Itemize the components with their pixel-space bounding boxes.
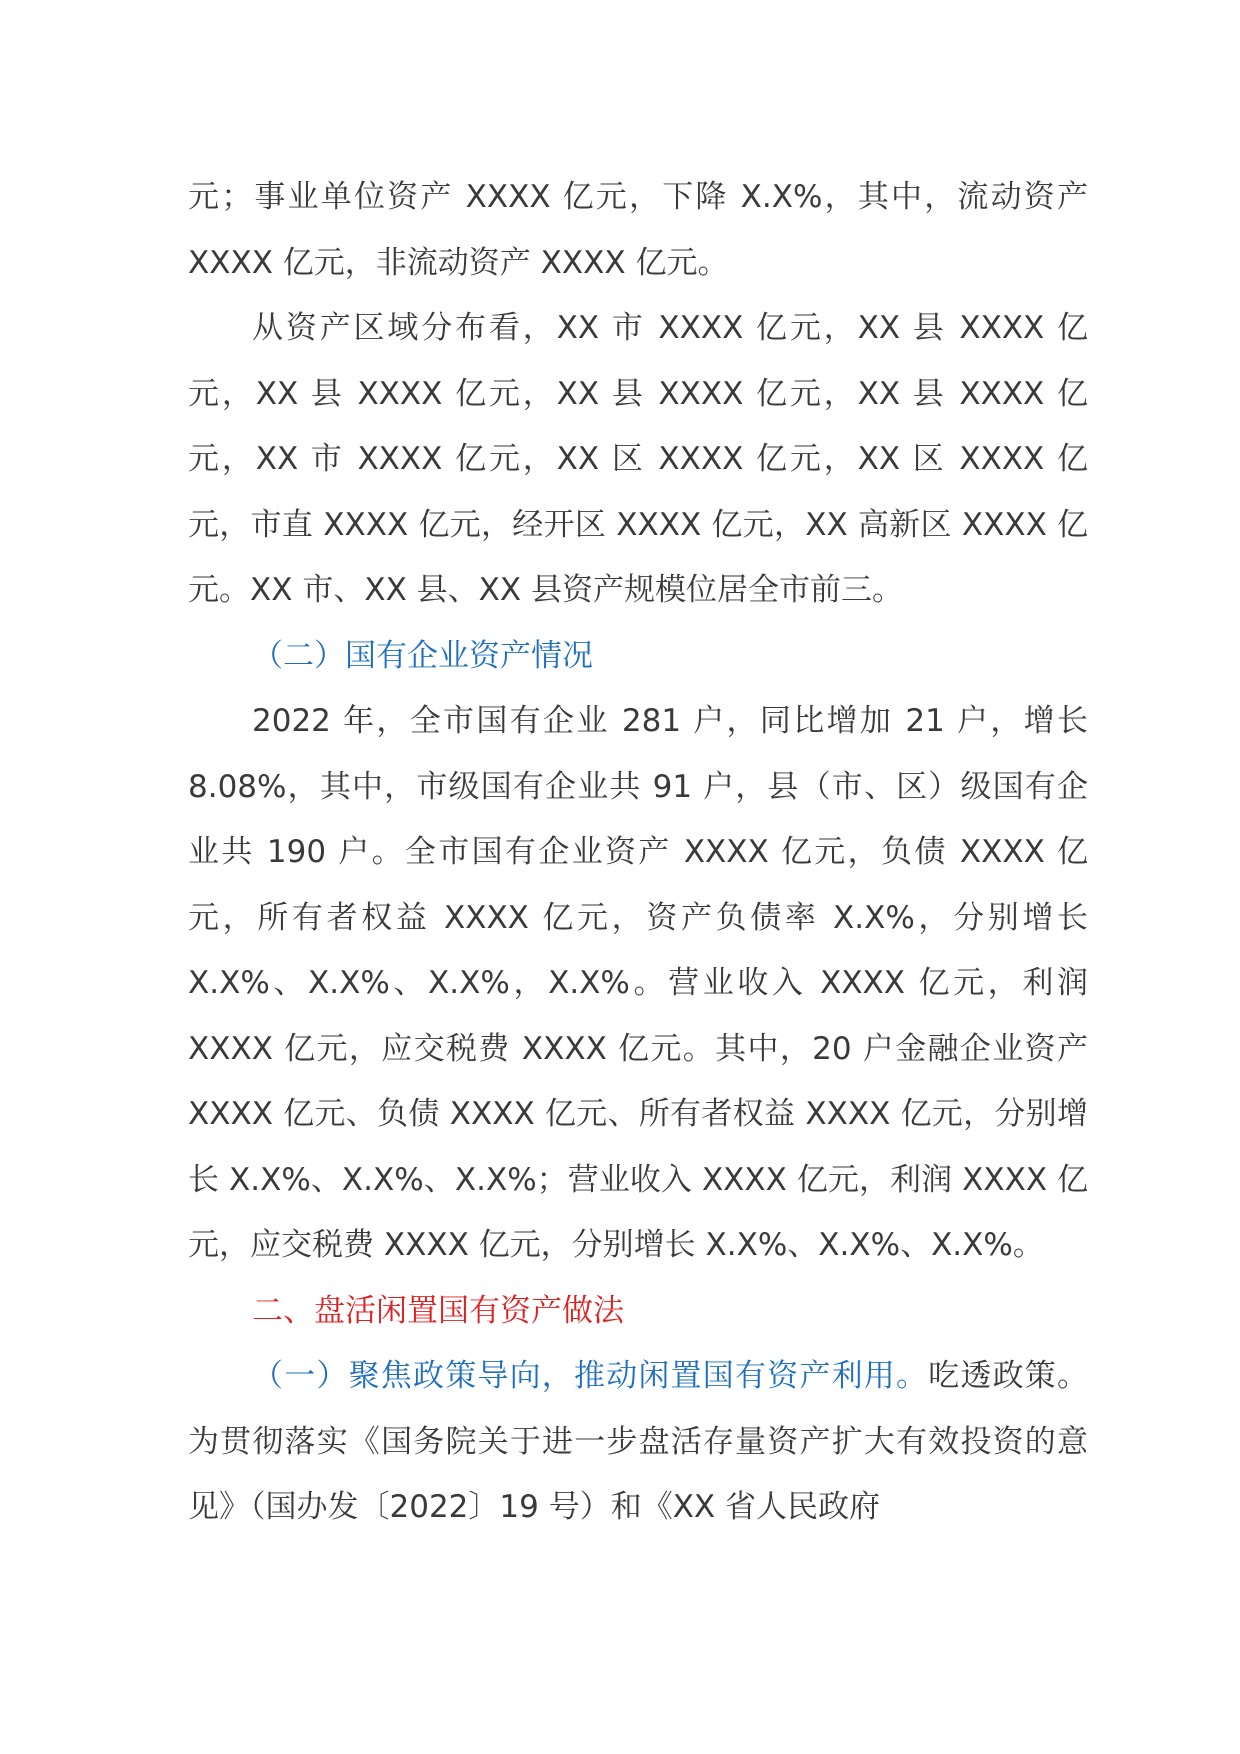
- paragraph-state-enterprise-figures: 2022 年，全市国有企业 281 户，同比增加 21 户，增长 8.08%，其中，市级国有企业共 91 户，县（市、区）级国有企业共 190 户。全市国有企业资产 XXXX 亿元，负债 XXXX 亿元，所有者权益 XXXX 亿元，资产负债率 X.X%，分别增长 X.X%、X.X%、X.X%，X.X%。营业收入 XXXX 亿元，利润 XXXX 亿元，应交税费 XXXX 亿元。其中，20 户金融企业资产 XXXX 亿元、负债 XXXX 亿元、所有者权益 XXXX 亿元，分别增长 X.X%、X.X%、X.X%；营业收入 XXXX 亿元，利润 XXXX 亿元，应交税费 XXXX 亿元，分别增长 X.X%、X.X%、X.X%。: [188, 703, 1088, 1263]
- section-heading-revitalize-idle-assets: 二、盘活闲置国有资产做法: [252, 1292, 624, 1329]
- inline-subheading-policy: （一）聚焦政策导向，推动闲置国有资产利用。: [252, 1358, 929, 1394]
- paragraph-policy-body: 吃透政策。为贯彻落实《国务院关于进一步盘活存量资产扩大有效投资的意见》（国办发〔2022〕19 号）和《XX 省人民政府: [188, 1358, 1089, 1525]
- subheading-state-enterprise-assets: （二）国有企业资产情况: [252, 637, 593, 674]
- paragraph-continuation: 元；事业单位资产 XXXX 亿元，下降 X.X%，其中，流动资产 XXXX 亿元，非流动资产 XXXX 亿元。: [188, 179, 1088, 281]
- paragraph-policy-orientation: [188, 1344, 1088, 1541]
- paragraph-regional-distribution: 从资产区域分布看，XX 市 XXXX 亿元，XX 县 XXXX 亿元，XX 县 XXXX 亿元，XX 县 XXXX 亿元，XX 县 XXXX 亿元，XX 市 XXXX 亿元，XX 区 XXXX 亿元，XX 区 XXXX 亿元，市直 XXXX 亿元，经开区 XXXX 亿元，XX 高新区 XXXX 亿元。XX 市、XX 县、XX 县资产规模位居全市前三。: [188, 310, 1088, 608]
- document-page: [188, 165, 1088, 1541]
